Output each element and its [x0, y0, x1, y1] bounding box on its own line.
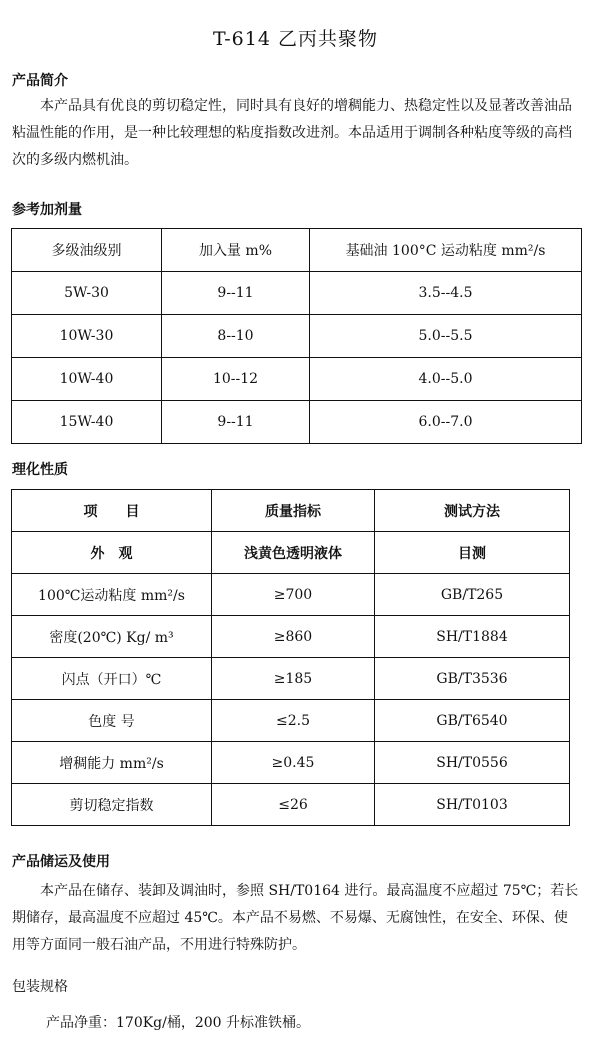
table-cell: 5W-30	[12, 272, 162, 315]
column-header: 质量指标	[212, 490, 375, 532]
table-cell: 闪点（开口）℃	[12, 658, 212, 700]
table-cell: 10--12	[162, 358, 310, 401]
table-row	[12, 700, 570, 742]
table-cell: GB/T3536	[375, 658, 570, 700]
table-cell: SH/T0556	[375, 742, 570, 784]
table-header-row	[12, 229, 582, 272]
table-cell: 9--11	[162, 401, 310, 444]
dosage-table	[11, 228, 582, 444]
table-cell: 9--11	[162, 272, 310, 315]
table-row	[12, 315, 582, 358]
table-cell: 剪切稳定指数	[12, 784, 212, 826]
table-row	[12, 742, 570, 784]
table-cell: ≥0.45	[212, 742, 375, 784]
table-row	[12, 658, 570, 700]
table-cell: 8--10	[162, 315, 310, 358]
table-cell: ≥700	[212, 574, 375, 616]
table-cell: 外 观	[12, 532, 212, 574]
properties-heading: 理化性质	[12, 462, 68, 478]
intro-paragraph: 本产品具有优良的剪切稳定性，同时具有良好的增稠能力、热稳定性以及显著改善油品粘温性能的作用，是一种比较理想的粘度指数改进剂。本品适用于调制各种粘度等级的高档次的多级内燃机油。	[12, 98, 572, 168]
table-cell: 5.0--5.5	[310, 315, 582, 358]
packaging-text: 产品净重：170Kg/桶，200 升标准铁桶。	[46, 1015, 311, 1031]
table-row	[12, 272, 582, 315]
table-row	[12, 358, 582, 401]
table-cell: 增稠能力 mm²/s	[12, 742, 212, 784]
table-cell: 目测	[375, 532, 570, 574]
table-cell: ≤2.5	[212, 700, 375, 742]
storage-heading: 产品储运及使用	[12, 854, 110, 870]
table-cell: ≥860	[212, 616, 375, 658]
column-header: 多级油级别	[12, 229, 162, 272]
table-cell: 15W-40	[12, 401, 162, 444]
table-row	[12, 616, 570, 658]
table-cell: 色度 号	[12, 700, 212, 742]
storage-paragraph: 本产品在储存、装卸及调油时，参照 SH/T0164 进行。最高温度不应超过 75℃；若长期储存，最高温度不应超过 45℃。本产品不易燃、不易爆、无腐蚀性，在安全、环保、使用等方面同一般石油产品，不用进行特殊防护。	[12, 883, 579, 953]
dosage-heading: 参考加剂量	[12, 202, 82, 218]
table-cell: ≥185	[212, 658, 375, 700]
table-cell: 4.0--5.0	[310, 358, 582, 401]
table-cell: GB/T265	[375, 574, 570, 616]
column-header: 项 目	[12, 490, 212, 532]
table-row	[12, 574, 570, 616]
table-cell: 密度(20℃) Kg/ m³	[12, 616, 212, 658]
table-row	[12, 401, 582, 444]
table-cell: 6.0--7.0	[310, 401, 582, 444]
table-row	[12, 532, 570, 574]
table-cell: 3.5--4.5	[310, 272, 582, 315]
column-header: 基础油 100°C 运动粘度 mm²/s	[310, 229, 582, 272]
table-row	[12, 784, 570, 826]
page-title: T-614 乙丙共聚物	[213, 28, 378, 50]
packaging-heading: 包装规格	[12, 979, 68, 995]
properties-table	[11, 489, 570, 826]
table-cell: SH/T0103	[375, 784, 570, 826]
column-header: 测试方法	[375, 490, 570, 532]
table-cell: 100℃运动粘度 mm²/s	[12, 574, 212, 616]
table-header-row	[12, 490, 570, 532]
table-cell: 浅黄色透明液体	[212, 532, 375, 574]
column-header: 加入量 m%	[162, 229, 310, 272]
table-cell: 10W-30	[12, 315, 162, 358]
table-cell: ≤26	[212, 784, 375, 826]
table-cell: GB/T6540	[375, 700, 570, 742]
table-cell: 10W-40	[12, 358, 162, 401]
table-cell: SH/T1884	[375, 616, 570, 658]
intro-heading: 产品简介	[12, 73, 68, 89]
